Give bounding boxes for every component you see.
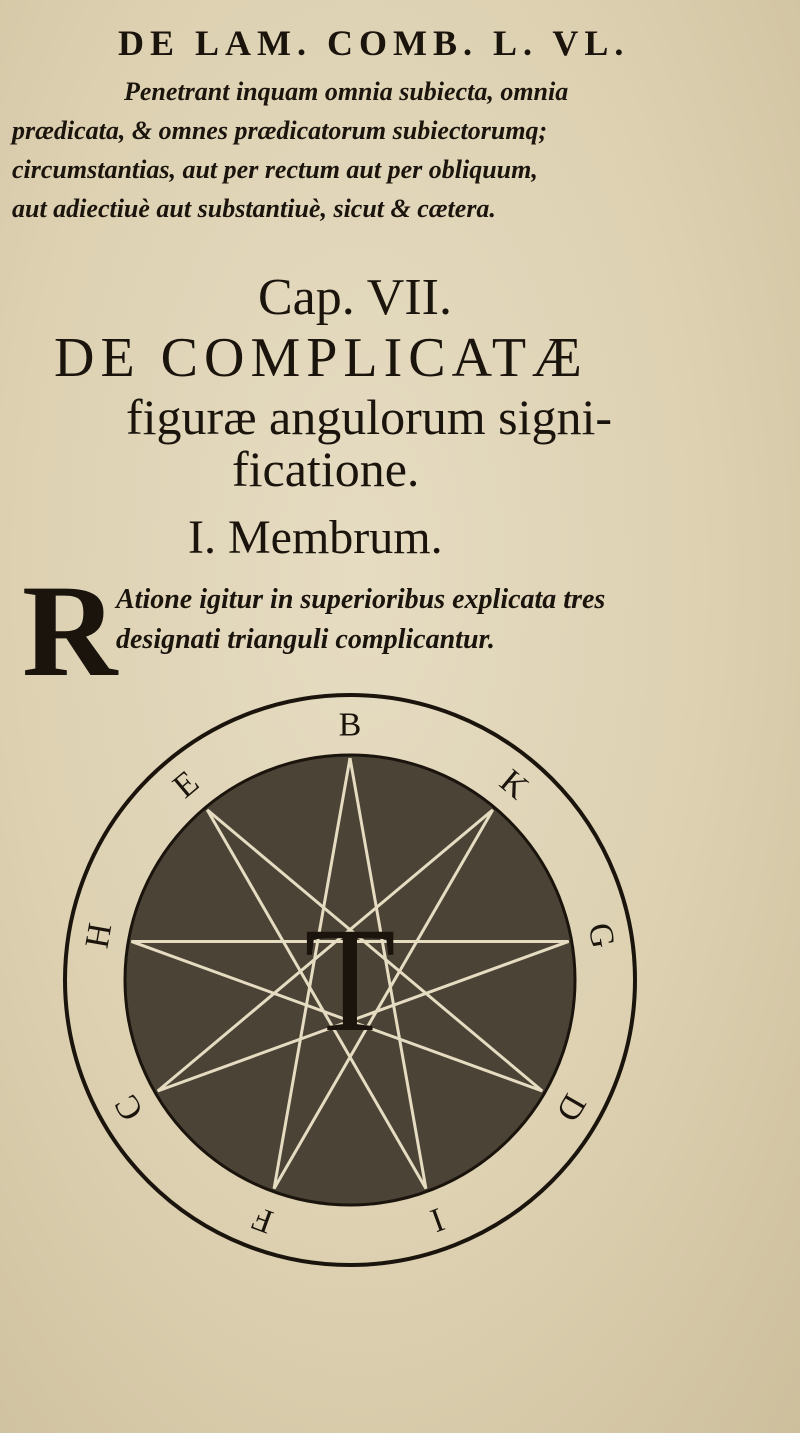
running-head: DE LAM. COMB. L. VL. — [118, 23, 630, 63]
section-heading: I. Membrum. — [188, 511, 443, 564]
body-paragraph — [116, 580, 706, 660]
complicated-figure-diagram — [40, 690, 660, 1280]
chapter-subtitle-cont: ficatione. — [232, 441, 420, 497]
chapter-title: DE COMPLICATÆ — [54, 327, 588, 389]
chapter-subtitle: figuræ angulorum signi- — [126, 389, 613, 445]
ring-letter-f: F — [247, 1198, 279, 1241]
intro-line: aut adiectiuè aut substantiuè, sicut & cætera. — [12, 194, 496, 223]
ring-letter-c: C — [107, 1088, 151, 1127]
intro-line: prædicata, & omnes prædicatorum subiectorumq; — [12, 116, 548, 145]
chapter-number: Cap. VII. — [257, 269, 452, 326]
intro-line: Penetrant inquam omnia subiecta, omnia — [124, 77, 569, 106]
center-letter: T — [304, 897, 396, 1063]
body-line: designati trianguli complicantur. — [116, 624, 495, 655]
ring-letter-k: K — [492, 762, 536, 807]
drop-capital: R — [22, 557, 118, 704]
ring-letter-i: I — [425, 1200, 449, 1239]
intro-line: circumstantias, aut per rectum aut per obliquum, — [12, 155, 538, 184]
intro-paragraph — [12, 72, 702, 228]
ring-letter-d: D — [548, 1087, 593, 1128]
ring-letter-g: G — [580, 920, 622, 952]
ring-letter-b: B — [338, 706, 362, 744]
body-line: Atione igitur in superioribus explicata tres — [116, 584, 606, 615]
ring-letter-e: E — [166, 763, 206, 806]
ring-letter-h: H — [78, 920, 120, 952]
